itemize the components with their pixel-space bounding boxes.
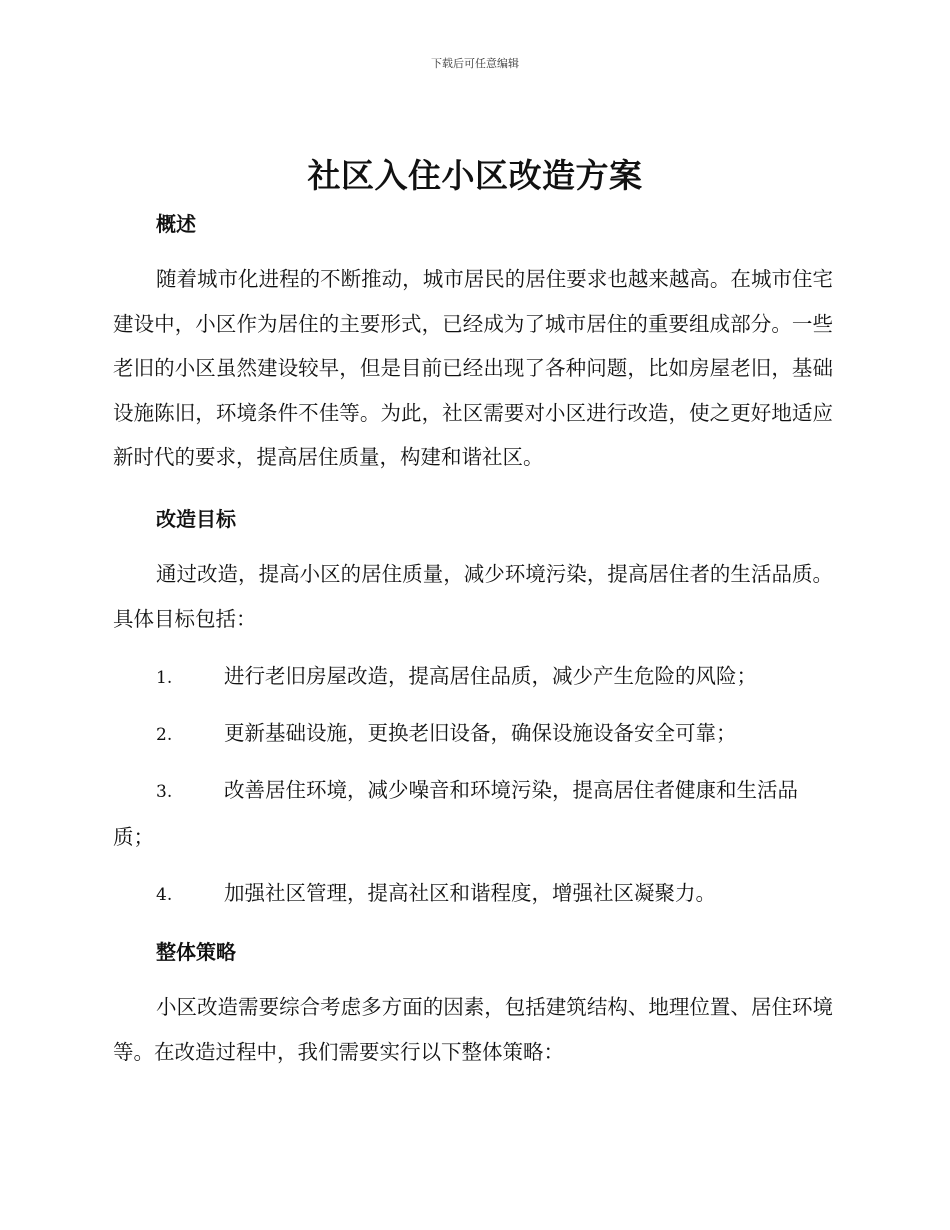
list-item-number: 2.	[156, 725, 173, 745]
list-item-text: 进行老旧房屋改造，提高居住品质，减少产生危险的风险；	[224, 664, 757, 688]
list-item-text: 改善居住环境，减少噪音和环境污染，提高居住者健康和生活品质；	[113, 778, 798, 849]
list-item	[113, 768, 833, 859]
goals-paragraph: 通过改造，提高小区的居住质量，减少环境污染，提高居住者的生活品质。具体目标包括：	[113, 562, 833, 631]
overview-paragraph: 随着城市化进程的不断推动，城市居民的居住要求也越来越高。在城市住宅建设中，小区作为居住的主要形式，已经成为了城市居住的重要组成部分。一些老旧的小区虽然建设较早，但是目前已经出现了各种问题，比如房屋老旧，基础设施陈旧，环境条件不佳等。为此，社区需要对小区进行改造，使之更好地适应新时代的要求，提高居住质量，构建和谐社区。	[113, 267, 833, 469]
list-item	[113, 711, 833, 758]
list-item-number: 1.	[156, 668, 173, 688]
list-item-number: 3.	[156, 782, 173, 802]
list-item-text: 更新基础设施，更换老旧设备，确保设施设备安全可靠；	[224, 721, 737, 745]
list-item	[113, 654, 833, 701]
section-heading-goals: 改造目标	[156, 507, 236, 531]
section-heading-overview: 概述	[156, 212, 196, 236]
section-heading-strategy: 整体策略	[156, 940, 236, 964]
strategy-paragraph: 小区改造需要综合考虑多方面的因素，包括建筑结构、地理位置、居住环境等。在改造过程中，我们需要实行以下整体策略：	[113, 995, 833, 1064]
list-item	[113, 871, 833, 918]
header-note: 下载后可任意编辑	[431, 57, 519, 70]
list-item-text: 加强社区管理，提高社区和谐程度，增强社区凝聚力。	[224, 881, 716, 905]
document-title: 社区入住小区改造方案	[307, 156, 643, 195]
list-item-number: 4.	[156, 885, 173, 905]
